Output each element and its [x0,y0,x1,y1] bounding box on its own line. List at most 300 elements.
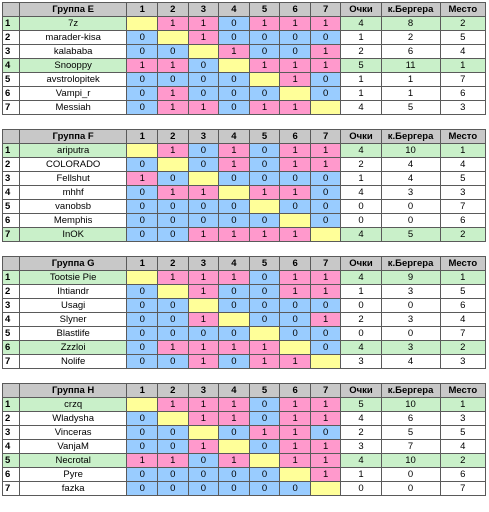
result-cell: 0 [127,299,158,313]
result-cell: 0 [249,271,280,285]
table-row [3,454,486,468]
berger-cell: 5 [381,101,440,115]
result-cell [188,172,219,186]
header-col-7: 7 [310,3,341,17]
result-cell: 1 [280,59,311,73]
header-num-cell [3,257,20,271]
place-cell: 3 [440,355,485,369]
result-cell [219,186,250,200]
result-cell: 1 [219,271,250,285]
table-row [3,327,486,341]
result-cell: 0 [127,285,158,299]
result-cell: 0 [219,31,250,45]
player-name: Vampi_r [19,87,127,101]
result-cell: 0 [188,158,219,172]
row-number: 3 [3,172,20,186]
result-cell: 1 [127,172,158,186]
points-cell: 2 [341,158,381,172]
result-cell [219,440,250,454]
result-cell: 0 [249,440,280,454]
result-cell: 1 [188,355,219,369]
header-points: Очки [341,257,381,271]
result-cell: 1 [310,144,341,158]
result-cell: 0 [127,327,158,341]
berger-cell: 0 [381,468,440,482]
result-cell: 1 [280,101,311,115]
result-cell: 1 [280,73,311,87]
result-cell [127,398,158,412]
row-number: 5 [3,73,20,87]
berger-cell: 0 [381,482,440,496]
result-cell [219,313,250,327]
berger-cell: 1 [381,73,440,87]
result-cell: 1 [127,59,158,73]
berger-cell: 3 [381,285,440,299]
row-number: 5 [3,454,20,468]
table-header-row [3,130,486,144]
result-cell: 1 [158,271,189,285]
result-cell: 0 [249,299,280,313]
group-title: Группа E [19,3,127,17]
result-cell: 0 [127,73,158,87]
result-cell: 0 [280,313,311,327]
place-cell: 6 [440,214,485,228]
result-cell: 0 [127,412,158,426]
result-cell: 0 [280,482,311,496]
result-cell [249,73,280,87]
berger-cell: 4 [381,355,440,369]
player-name: Vinceras [19,426,127,440]
player-name: Slyner [19,313,127,327]
result-cell: 1 [158,87,189,101]
points-cell: 4 [341,341,381,355]
place-cell: 2 [440,17,485,31]
result-cell: 1 [219,144,250,158]
result-cell: 0 [219,214,250,228]
result-cell: 1 [188,186,219,200]
player-name: Wladysha [19,412,127,426]
table-row [3,468,486,482]
points-cell: 1 [341,87,381,101]
result-cell: 0 [188,214,219,228]
player-name: marader-kisa [19,31,127,45]
points-cell: 4 [341,271,381,285]
header-col-5: 5 [249,130,280,144]
result-cell: 1 [158,454,189,468]
berger-cell: 6 [381,412,440,426]
standings-table [2,2,486,115]
player-name: Usagi [19,299,127,313]
row-number: 4 [3,313,20,327]
result-cell: 0 [127,228,158,242]
player-name: vanobsb [19,200,127,214]
result-cell: 1 [188,228,219,242]
berger-cell: 3 [381,313,440,327]
place-cell: 7 [440,327,485,341]
row-number: 2 [3,158,20,172]
player-name: fazka [19,482,127,496]
header-berger: к.Бергера [381,3,440,17]
result-cell: 0 [249,313,280,327]
row-number: 7 [3,355,20,369]
result-cell: 1 [280,412,311,426]
table-row [3,271,486,285]
result-cell: 0 [219,327,250,341]
header-num-cell [3,3,20,17]
result-cell: 0 [310,426,341,440]
result-cell: 0 [127,313,158,327]
table-header-row [3,3,486,17]
result-cell: 1 [188,412,219,426]
header-col-5: 5 [249,384,280,398]
result-cell: 0 [158,468,189,482]
result-cell: 0 [127,214,158,228]
row-number: 3 [3,426,20,440]
result-cell: 0 [188,87,219,101]
group-table [2,2,486,115]
result-cell: 1 [158,17,189,31]
header-col-1: 1 [127,130,158,144]
berger-cell: 9 [381,271,440,285]
header-col-6: 6 [280,130,311,144]
result-cell: 0 [219,17,250,31]
result-cell: 1 [249,426,280,440]
player-name: mhhf [19,186,127,200]
points-cell: 0 [341,200,381,214]
result-cell: 0 [280,31,311,45]
result-cell: 1 [310,285,341,299]
result-cell: 0 [127,482,158,496]
row-number: 2 [3,412,20,426]
table-row [3,144,486,158]
berger-cell: 5 [381,228,440,242]
result-cell: 0 [188,144,219,158]
result-cell: 1 [310,313,341,327]
result-cell: 1 [280,158,311,172]
result-cell: 1 [280,144,311,158]
result-cell: 1 [280,228,311,242]
row-number: 5 [3,327,20,341]
berger-cell: 10 [381,454,440,468]
table-row [3,228,486,242]
berger-cell: 4 [381,158,440,172]
result-cell: 0 [127,158,158,172]
header-col-3: 3 [188,257,219,271]
result-cell: 1 [310,158,341,172]
table-row [3,426,486,440]
points-cell: 4 [341,17,381,31]
table-header-row [3,384,486,398]
result-cell [158,31,189,45]
table-row [3,412,486,426]
points-cell: 4 [341,186,381,200]
berger-cell: 0 [381,299,440,313]
result-cell: 1 [249,341,280,355]
berger-cell: 10 [381,398,440,412]
berger-cell: 4 [381,172,440,186]
result-cell: 1 [158,101,189,115]
result-cell: 0 [158,73,189,87]
row-number: 1 [3,271,20,285]
berger-cell: 11 [381,59,440,73]
table-row [3,45,486,59]
result-cell: 1 [280,355,311,369]
result-cell: 1 [188,440,219,454]
header-col-4: 4 [219,384,250,398]
result-cell: 0 [158,172,189,186]
points-cell: 0 [341,327,381,341]
row-number: 2 [3,285,20,299]
points-cell: 1 [341,73,381,87]
berger-cell: 1 [381,87,440,101]
result-cell: 1 [280,440,311,454]
points-cell: 3 [341,440,381,454]
result-cell: 1 [280,271,311,285]
result-cell [127,271,158,285]
place-cell: 6 [440,299,485,313]
header-col-1: 1 [127,257,158,271]
table-row [3,398,486,412]
group-table [2,383,486,496]
header-num-cell [3,130,20,144]
header-col-3: 3 [188,130,219,144]
table-row [3,73,486,87]
result-cell: 1 [249,228,280,242]
header-num-cell [3,384,20,398]
header-col-3: 3 [188,3,219,17]
result-cell: 1 [249,355,280,369]
result-cell: 0 [158,327,189,341]
place-cell: 7 [440,482,485,496]
points-cell: 0 [341,299,381,313]
result-cell: 0 [310,327,341,341]
header-col-2: 2 [158,257,189,271]
result-cell: 0 [280,200,311,214]
table-row [3,313,486,327]
header-berger: к.Бергера [381,384,440,398]
result-cell: 0 [310,214,341,228]
player-name: crzq [19,398,127,412]
result-cell [280,468,311,482]
result-cell: 1 [280,285,311,299]
result-cell [310,228,341,242]
points-cell: 1 [341,172,381,186]
result-cell: 1 [249,59,280,73]
result-cell: 0 [249,31,280,45]
header-place: Место [440,384,485,398]
header-berger: к.Бергера [381,257,440,271]
header-col-6: 6 [280,257,311,271]
header-col-2: 2 [158,130,189,144]
standings-table [2,129,486,242]
standings-table [2,383,486,496]
place-cell: 4 [440,158,485,172]
result-cell: 1 [219,45,250,59]
table-row [3,355,486,369]
row-number: 7 [3,482,20,496]
player-name: Memphis [19,214,127,228]
table-header-row [3,257,486,271]
standings-table [2,256,486,369]
place-cell: 3 [440,186,485,200]
result-cell: 1 [310,468,341,482]
result-cell: 0 [219,87,250,101]
table-row [3,31,486,45]
player-name: InOK [19,228,127,242]
points-cell: 4 [341,144,381,158]
result-cell: 1 [310,454,341,468]
berger-cell: 0 [381,200,440,214]
result-cell: 0 [158,45,189,59]
result-cell: 0 [127,45,158,59]
header-place: Место [440,130,485,144]
table-row [3,158,486,172]
berger-cell: 10 [381,144,440,158]
row-number: 1 [3,17,20,31]
table-row [3,101,486,115]
header-col-1: 1 [127,3,158,17]
group-table [2,256,486,369]
result-cell: 0 [127,31,158,45]
points-cell: 4 [341,412,381,426]
place-cell: 1 [440,271,485,285]
result-cell: 0 [219,172,250,186]
table-row [3,87,486,101]
result-cell: 0 [158,482,189,496]
header-points: Очки [341,130,381,144]
result-cell: 1 [219,228,250,242]
player-name: Ihtiandr [19,285,127,299]
result-cell: 0 [219,299,250,313]
player-name: Fellshut [19,172,127,186]
result-cell: 1 [219,398,250,412]
points-cell: 0 [341,482,381,496]
result-cell: 1 [249,186,280,200]
points-cell: 2 [341,313,381,327]
result-cell: 1 [310,398,341,412]
player-name: Blastlife [19,327,127,341]
result-cell: 1 [280,426,311,440]
result-cell: 0 [219,426,250,440]
header-col-2: 2 [158,384,189,398]
result-cell [249,200,280,214]
header-col-2: 2 [158,3,189,17]
result-cell: 0 [310,341,341,355]
result-cell: 1 [280,17,311,31]
result-cell: 0 [127,87,158,101]
result-cell: 0 [127,186,158,200]
header-place: Место [440,257,485,271]
player-name: kalababa [19,45,127,59]
row-number: 1 [3,398,20,412]
result-cell: 0 [310,172,341,186]
result-cell: 0 [280,299,311,313]
result-cell: 1 [219,158,250,172]
player-name: Messiah [19,101,127,115]
result-cell: 1 [188,31,219,45]
result-cell: 0 [188,327,219,341]
result-cell: 0 [158,355,189,369]
row-number: 4 [3,59,20,73]
result-cell: 1 [280,454,311,468]
player-name: Snooppy [19,59,127,73]
place-cell: 4 [440,45,485,59]
row-number: 6 [3,468,20,482]
result-cell: 0 [219,468,250,482]
place-cell: 4 [440,313,485,327]
row-number: 4 [3,440,20,454]
berger-cell: 3 [381,186,440,200]
result-cell [310,482,341,496]
player-name: Pyre [19,468,127,482]
place-cell: 2 [440,228,485,242]
result-cell: 0 [158,440,189,454]
table-row [3,285,486,299]
place-cell: 7 [440,200,485,214]
result-cell: 0 [310,31,341,45]
header-col-3: 3 [188,384,219,398]
player-name: avstrolopitek [19,73,127,87]
result-cell: 1 [249,101,280,115]
header-col-7: 7 [310,257,341,271]
result-cell: 0 [188,73,219,87]
points-cell: 5 [341,59,381,73]
result-cell [310,355,341,369]
berger-cell: 6 [381,45,440,59]
player-name: Necrotal [19,454,127,468]
table-row [3,17,486,31]
result-cell: 0 [249,398,280,412]
player-name: COLORADO [19,158,127,172]
result-cell: 1 [310,17,341,31]
result-cell: 1 [310,45,341,59]
result-cell: 1 [188,398,219,412]
group-table [2,129,486,242]
group-title: Группа F [19,130,127,144]
header-col-6: 6 [280,3,311,17]
result-cell: 0 [158,299,189,313]
row-number: 2 [3,31,20,45]
result-cell: 1 [158,144,189,158]
result-cell: 0 [249,412,280,426]
result-cell: 0 [249,144,280,158]
place-cell: 2 [440,341,485,355]
result-cell: 1 [158,398,189,412]
table-row [3,186,486,200]
header-col-6: 6 [280,384,311,398]
result-cell: 0 [310,299,341,313]
result-cell [280,87,311,101]
berger-cell: 7 [381,440,440,454]
result-cell: 0 [158,200,189,214]
row-number: 6 [3,87,20,101]
player-name: ariputra [19,144,127,158]
result-cell: 0 [188,482,219,496]
result-cell: 0 [310,186,341,200]
result-cell: 0 [249,468,280,482]
player-name: VanjaM [19,440,127,454]
result-cell: 0 [158,313,189,327]
place-cell: 3 [440,101,485,115]
result-cell: 0 [249,482,280,496]
table-row [3,214,486,228]
result-cell: 0 [158,228,189,242]
place-cell: 5 [440,172,485,186]
result-cell [127,144,158,158]
table-row [3,299,486,313]
header-col-5: 5 [249,257,280,271]
result-cell [310,101,341,115]
